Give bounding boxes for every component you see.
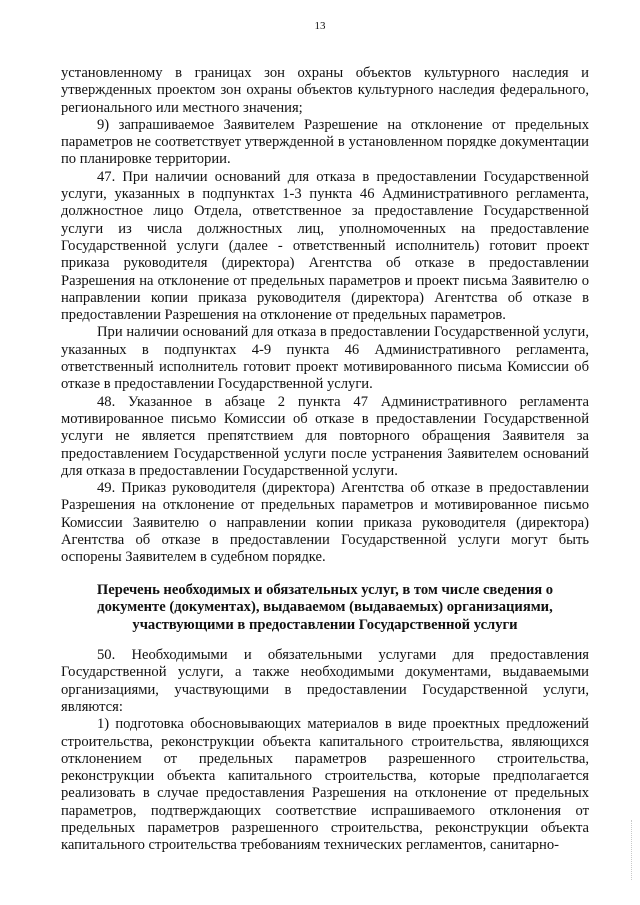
paragraph-48: 48. Указанное в абзаце 2 пункта 47 Административного регламента мотивированное письмо Комиссии об отказе в предоставлении Государственной услуги не является препятствием для повторного обращения Заявителя за предоставлением Государственной услуги после устранения Заявителем оснований для отказа в предоставлении Государственной услуги.: [61, 393, 589, 479]
scan-edge-marks: [629, 820, 632, 880]
paragraph-50: 50. Необходимыми и обязательными услугами для предоставления Государственной услуги, а также необходимыми документами, выдаваемыми организациями, участвующими в предоставлении Государственной услуги, являются:: [61, 647, 589, 715]
section-heading-line: документе (документах), выдаваемом (выдаваемых) организациями,: [97, 599, 553, 616]
document-body: [61, 65, 589, 855]
section-heading-line: участвующими в предоставлении Государственной услуги: [132, 616, 518, 633]
paragraph-item-9: 9) запрашиваемое Заявителем Разрешение на отклонение от предельных параметров не соответствует утвержденной в установленном порядке документации по планировке территории.: [61, 116, 589, 168]
section-heading: [61, 582, 589, 635]
section-heading-line: Перечень необходимых и обязательных услуг, в том числе сведения о: [96, 581, 554, 598]
paragraph-continuation: установленному в границах зон охраны объектов культурного наследия и утвержденных проектом зон охраны объектов культурного наследия федерального, регионального или местного значения;: [61, 65, 589, 116]
paragraph-47-second: При наличии оснований для отказа в предоставлении Государственной услуги, указанных в подпунктах 4-9 пункта 46 Административного регламента, ответственный исполнитель готовит проект мотивированного письма Комиссии об отказе в предоставлении Государственной услуги.: [61, 324, 589, 393]
paragraph-50-item-1: 1) подготовка обосновывающих материалов в виде проектных предложений строительства, реконструкции объекта капитального строительства, являющихся отклонением от предельных параметров разрешенного строительства, реконструкции объекта капитального строительства, которые предполагается реализовать в случае предоставления Разрешения на отклонение от предельных параметров, подтверждающих соответствие испрашиваемого отклонения от предельных параметров разрешенного строительства, реконструкции объекта капитального строительства требованиям технических регламентов, санитарно-: [61, 716, 589, 854]
paragraph-49: 49. Приказ руководителя (директора) Агентства об отказе в предоставлении Разрешения на отклонение от предельных параметров и мотивированное письмо Комиссии Заявителю о направлении копии приказа руководителя (директора) Агентства об отказе в предоставлении Государственной услуги могут быть оспорены Заявителем в судебном порядке.: [61, 480, 589, 566]
page-number: 13: [314, 20, 326, 32]
paragraph-47: 47. При наличии оснований для отказа в предоставлении Государственной услуги, указанных в подпунктах 1-3 пункта 46 Административного регламента, должностное лицо Отдела, ответственное за предоставление Государственной услуги из числа должностных лиц, уполномоченных на предоставление Государственной услуги (далее - ответственный исполнитель) готовит проект приказа руководителя (директора) Агентства об отказе в предоставлении Разрешения на отклонение от предельных параметров и проект письма Заявителю о направлении копии приказа руководителя (директора) Агентства об отказе в предоставлении Разрешения на отклонение от предельных параметров.: [61, 168, 589, 324]
